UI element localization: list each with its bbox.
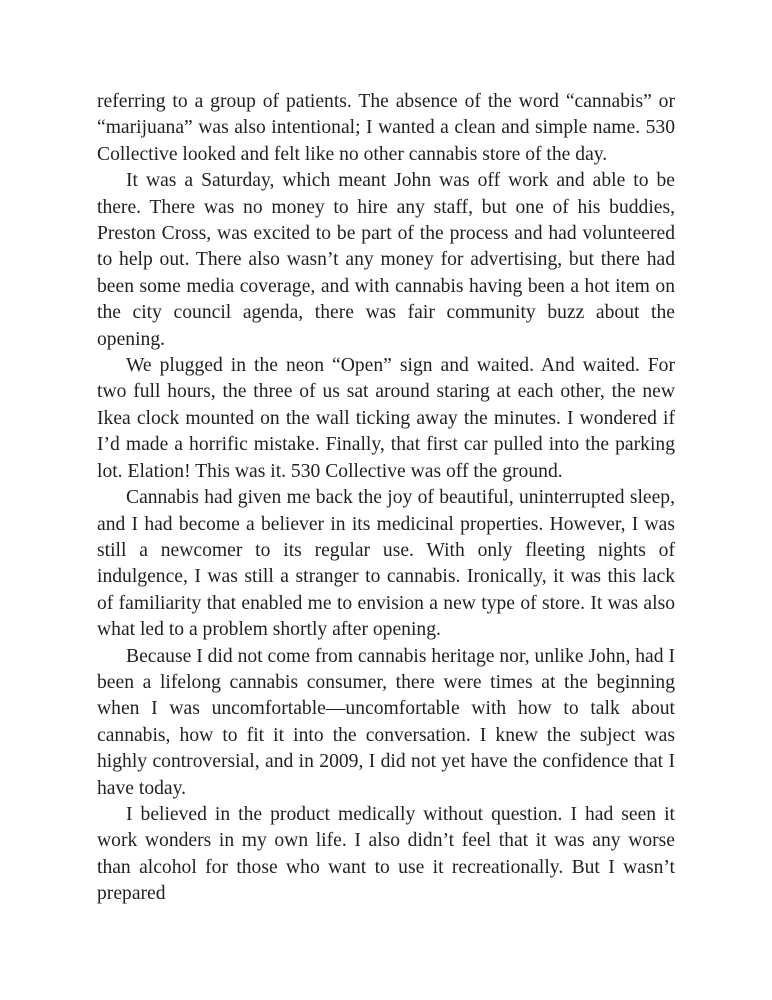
paragraph-2: It was a Saturday, which meant John was off work and able to be there. There was no money to hire any staff, but one of his buddies, Preston Cross, was excited to be part of the process and had volunteered to help out. There also wasn’t any money for advertising, but there had been some media coverage, and with cannabis having been a hot item on the city council agenda, there was fair community buzz about the opening.	[97, 170, 675, 350]
paragraph-6: I believed in the product medically without question. I had seen it work wonders in my own life. I also didn’t feel that it was any worse than alcohol for those who want to use it recreationally. But I wasn’t prepared	[97, 803, 675, 905]
paragraph-1: referring to a group of patients. The absence of the word “cannabis” or “marijuana” was also intentional; I wanted a clean and simple name. 530 Collective looked and felt like no other cannabis store of the day.	[97, 91, 675, 165]
paragraph-3: We plugged in the neon “Open” sign and waited. And waited. For two full hours, the three of us sat around staring at each other, the new Ikea clock mounted on the wall ticking away the minutes. I wondered if I’d made a horrific mistake. Finally, that first car pulled into the parking lot. Elation! This was it. 530 Collective was off the ground.	[97, 355, 675, 482]
page-body	[97, 89, 675, 908]
paragraph-5: Because I did not come from cannabis heritage nor, unlike John, had I been a lifelong cannabis consumer, there were times at the beginning when I was uncomfortable—uncomfortable with how to talk about cannabis, how to fit it into the conversation. I knew the subject was highly controversial, and in 2009, I did not yet have the confidence that I have today.	[97, 645, 675, 799]
paragraph-4: Cannabis had given me back the joy of beautiful, uninterrupted sleep, and I had become a believer in its medicinal properties. However, I was still a newcomer to its regular use. With only fleeting nights of indulgence, I was still a stranger to cannabis. Ironically, it was this lack of familiarity that enabled me to envision a new type of store. It was also what led to a problem shortly after opening.	[97, 487, 675, 641]
